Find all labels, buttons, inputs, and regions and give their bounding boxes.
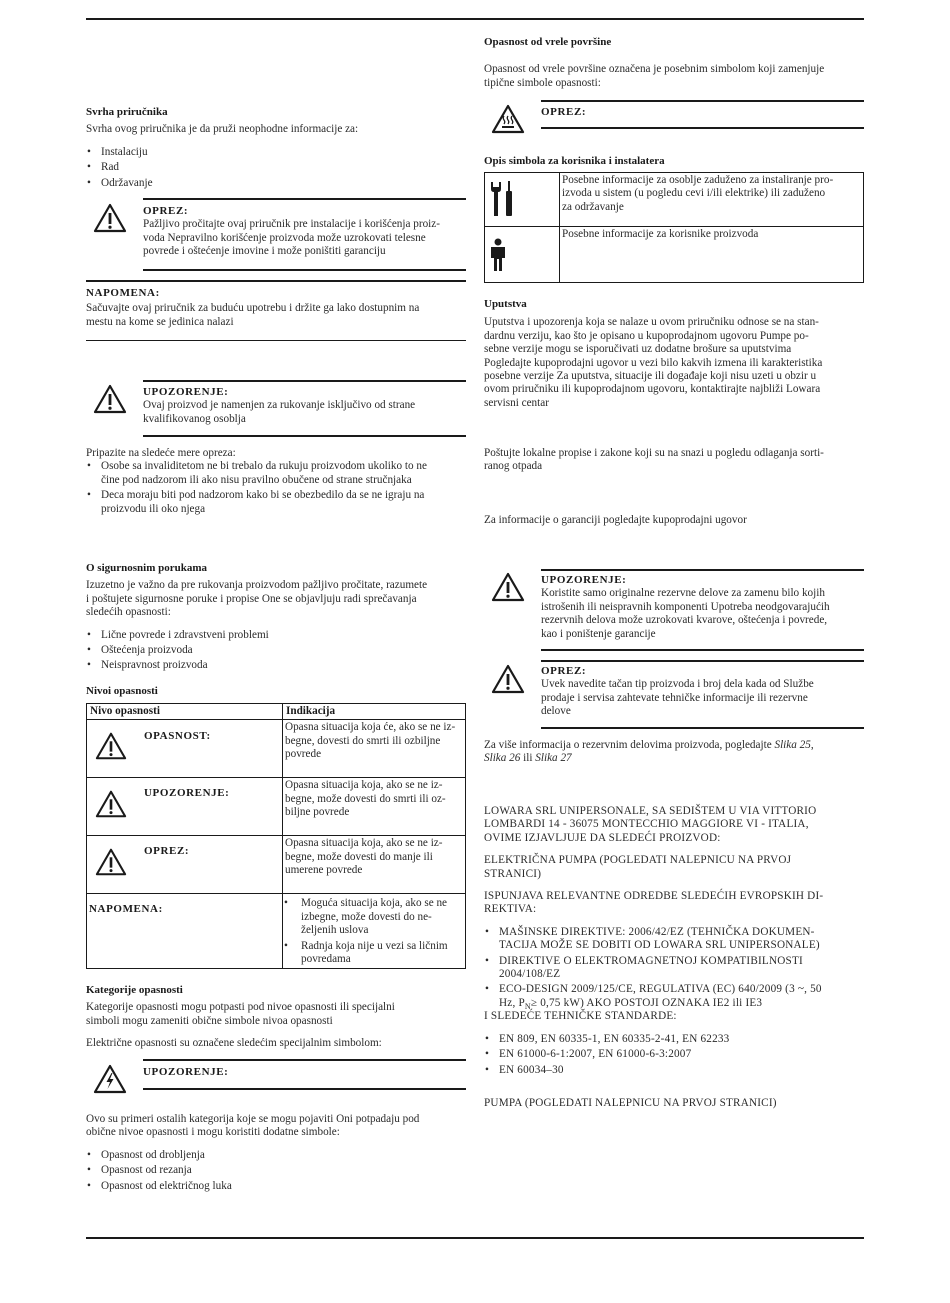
indication-cell bbox=[283, 720, 466, 778]
precautions-section bbox=[86, 447, 468, 516]
instructions-line: servisni centar bbox=[484, 396, 549, 409]
purpose-list bbox=[86, 146, 466, 190]
symbols-heading-wrap bbox=[484, 155, 665, 168]
hot-surface-line: Opasnost od vrele površine označena je posebnim simbolom koji zamenjuje bbox=[484, 63, 825, 76]
categories-heading: Kategorije opasnosti bbox=[86, 984, 183, 996]
electric-notice bbox=[143, 1066, 228, 1079]
safety-list bbox=[86, 629, 468, 673]
warning2-line: rezervnih delova može uzrokovati kvarove, oštećenja i povrede, bbox=[541, 614, 828, 627]
list-item-line: izbegne, može dovesti do ne- bbox=[301, 910, 432, 923]
list-item: • EN 61000-6-1:2007, EN 61000-6-3:2007 bbox=[484, 1048, 868, 1061]
symbol-desc-line: Posebne informacije za osoblje zaduženo za instaliranje pro- bbox=[562, 174, 834, 186]
table-header-cell bbox=[283, 704, 466, 720]
caution1-notice bbox=[143, 205, 468, 259]
caution1-line: voda Nepravilno korišćenje proizvoda može uzrokovati telesne bbox=[143, 231, 426, 244]
declaration-fulfils-line: ISPUNJAVA RELEVANTNE ODREDBE SLEDEĆIH EVROPSKIH DI- bbox=[484, 890, 824, 903]
list-item-line: Deca moraju biti pod nadzorom kako bi se obezbedilo da se ne igraju na bbox=[101, 489, 425, 502]
declaration-company-line: LOWARA SRL UNIPERSONALE, SA SEDIŠTEM U VIA VITTORIO bbox=[484, 805, 817, 817]
hazard-levels-table bbox=[86, 703, 466, 969]
hot-top-rule bbox=[541, 100, 864, 102]
declaration-product-line: ELEKTRIČNA PUMPA (POGLEDATI NALEPNICU NA PRVOJ bbox=[484, 854, 792, 867]
list-item-line: DIREKTIVE O ELEKTROMAGNETNOJ KOMPATIBILNOSTI bbox=[499, 954, 803, 967]
symbols-heading: Opis simbola za korisnika i instalatera bbox=[484, 155, 665, 167]
subscript-n: N bbox=[524, 1002, 531, 1012]
list-item: • EN 60034–30 bbox=[484, 1064, 868, 1077]
level-cell bbox=[87, 778, 283, 836]
list-item-line: TACIJA MOŽE SE DOBITI OD LOWARA SRL UNIPERSONALE) bbox=[499, 939, 820, 952]
list-item-line: željenih uslova bbox=[301, 924, 369, 937]
table-row bbox=[87, 778, 466, 836]
electric-bottom-rule bbox=[143, 1088, 466, 1090]
caution1-line: povrede i oštećenje imovine i može poništiti garanciju bbox=[143, 245, 386, 258]
list-item bbox=[86, 460, 468, 487]
list-item-line: čine pod nadzorom ili ako nisu pravilno obučene od strane stručnjaka bbox=[101, 473, 412, 486]
list-item: • Lične povrede i zdravstveni problemi bbox=[86, 629, 468, 642]
symbol-desc-line: izvoda u sistem (u pogledu cevi i/ili elektrike) ili zaduženo bbox=[562, 187, 826, 200]
spare-comma: , bbox=[810, 739, 814, 751]
warning-triangle-icon bbox=[95, 731, 127, 761]
indication-line: begne, dovesti do smrti ili ozbiljne bbox=[285, 734, 441, 747]
note1-notice bbox=[86, 287, 468, 329]
list-item: • Opasnost od drobljenja bbox=[86, 1149, 468, 1162]
note1-bottom-rule bbox=[86, 340, 466, 341]
safety-line: Izuzetno je važno da pre rukovanja proizvodom pažljivo pročitate, razumete bbox=[86, 579, 428, 592]
warning2-title: UPOZORENJE: bbox=[541, 574, 627, 586]
standards-list bbox=[484, 1033, 868, 1077]
warning-triangle-icon bbox=[95, 847, 127, 877]
note1-top-rule bbox=[86, 280, 466, 282]
levels-heading: Nivoi opasnosti bbox=[86, 684, 158, 697]
disposal-text bbox=[484, 447, 868, 474]
safety-line: i poštujete sigurnosne poruke i propise One se objavljuju radi sprečavanja bbox=[86, 592, 417, 605]
note1-line: mestu na kome se jedinica nalazi bbox=[86, 315, 234, 328]
standards-intro: I SLEDEĆE TEHNIČKE STANDARDE: bbox=[484, 1010, 677, 1023]
level-label: OPASNOST: bbox=[144, 730, 211, 743]
electric-intro: Električne opasnosti su označene sledećim specijalnim simbolom: bbox=[86, 1037, 382, 1050]
instructions-line: sebne verzije mogu se isporučivati uz dodatne brošure sa uputstvima bbox=[484, 343, 792, 356]
figure-ref-link[interactable]: Slika 27 bbox=[535, 752, 572, 765]
user-icon bbox=[489, 238, 507, 272]
electric-hazard-icon bbox=[93, 1064, 127, 1094]
instructions-heading: Uputstva bbox=[484, 298, 527, 310]
figure-ref-link[interactable]: Slika 25 bbox=[774, 739, 811, 751]
level-label: UPOZORENJE: bbox=[144, 787, 230, 800]
symbol-desc-cell bbox=[560, 173, 864, 227]
purpose-heading: Svrha priručnika bbox=[86, 106, 168, 118]
symbol-desc-line: za održavanje bbox=[562, 200, 624, 213]
list-item-line: Radnja koja nije u vezi sa ličnim bbox=[301, 939, 448, 952]
list-item bbox=[484, 926, 868, 953]
level-label: OPREZ: bbox=[144, 845, 190, 858]
categories-line: Kategorije opasnosti mogu potpasti pod nivoe opasnosti ili specijalni bbox=[86, 1001, 395, 1014]
table-header-cell bbox=[87, 704, 283, 720]
hot-surface-heading: Opasnost od vrele površine bbox=[484, 36, 612, 48]
list-item bbox=[86, 489, 468, 516]
instructions-line: posebne verzije Za uputstva, situacije ili događaje koji nisu uzeti u obzir u bbox=[484, 370, 817, 383]
list-item-line: Hz, P bbox=[499, 996, 525, 1009]
table-header-row bbox=[87, 704, 466, 720]
list-item: • Oštećenja proizvoda bbox=[86, 644, 468, 657]
warranty-text bbox=[484, 514, 868, 527]
indication-cell bbox=[283, 836, 466, 894]
list-item-line: MAŠINSKE DIREKTIVE: 2006/42/EZ (TEHNIČKA DOKUMEN- bbox=[499, 925, 815, 938]
warning1-title: UPOZORENJE: bbox=[143, 386, 229, 398]
spare-parts-text-1: Za više informacija o rezervnim delovima proizvoda, pogledajte bbox=[484, 739, 775, 751]
other-categories-list bbox=[86, 1149, 468, 1193]
purpose-section bbox=[86, 106, 466, 190]
table-row bbox=[87, 894, 466, 969]
warning1-bottom-rule bbox=[143, 435, 466, 437]
list-item: • Rad bbox=[86, 161, 466, 174]
symbol-cell bbox=[485, 173, 560, 227]
list-item bbox=[283, 940, 463, 967]
indication-line: Opasna situacija koja, ako se ne iz- bbox=[285, 837, 443, 850]
symbols-table bbox=[484, 172, 864, 283]
other-categories-line: Ovo su primeri ostalih kategorija koje se mogu pojaviti Oni potpadaju pod bbox=[86, 1113, 420, 1125]
indication-line: Opasna situacija koja, ako se ne iz- bbox=[285, 779, 443, 792]
caution1-bottom-rule bbox=[143, 269, 466, 271]
symbol-desc-cell bbox=[560, 227, 864, 283]
list-item bbox=[283, 897, 463, 937]
level-cell bbox=[87, 836, 283, 894]
list-item-line: Osobe sa invaliditetom ne bi trebalo da rukuju proizvodom ukoliko to ne bbox=[101, 460, 427, 473]
note1-title: NAPOMENA: bbox=[86, 287, 160, 299]
warranty-line: Za informacije o garanciji pogledajte kupoprodajni ugovor bbox=[484, 514, 747, 526]
instructions-section bbox=[484, 298, 868, 410]
caution2-title: OPREZ: bbox=[541, 665, 587, 677]
list-item-line: proizvodu ili oko njega bbox=[101, 502, 206, 515]
directives-list bbox=[484, 926, 868, 1010]
warning1-line: Ovaj proizvod je namenjen za rukovanje isključivo od strane bbox=[143, 399, 416, 412]
warning-triangle-icon bbox=[491, 664, 525, 694]
symbol-desc-line: Posebne informacije za korisnike proizvoda bbox=[562, 228, 759, 240]
warning1-line: kvalifikovanog osoblja bbox=[143, 412, 246, 425]
warning2-top-rule bbox=[541, 569, 864, 571]
tools-icon bbox=[488, 180, 516, 218]
warning-triangle-icon bbox=[93, 203, 127, 233]
hot-notice bbox=[541, 106, 586, 119]
caution2-notice bbox=[541, 665, 868, 719]
safety-heading: O sigurnosnim porukama bbox=[86, 562, 208, 574]
table-row bbox=[485, 227, 864, 283]
table-row bbox=[485, 173, 864, 227]
caution2-bottom-rule bbox=[541, 727, 864, 729]
purpose-intro: Svrha ovog priručnika je da pruži neophodne informacije za: bbox=[86, 123, 359, 136]
declaration-product-line: STRANICI) bbox=[484, 867, 542, 880]
hot-surface-section bbox=[484, 36, 866, 90]
warning2-notice bbox=[541, 574, 868, 641]
list-item-line: ≥ 0,75 kW) AKO POSTOJI OZNAKA IE2 ili IE3 bbox=[530, 996, 763, 1009]
warning1-top-rule bbox=[143, 380, 466, 382]
figure-ref-link[interactable]: Slika 26 bbox=[484, 752, 521, 765]
instructions-line: Pogledajte kupoprodajni ugovor u vezi bilo kakvih izmena ili karakteristika bbox=[484, 356, 823, 369]
indication-line: umerene povrede bbox=[285, 864, 363, 877]
caution1-top-rule bbox=[143, 198, 466, 200]
list-item: • Instalaciju bbox=[86, 146, 466, 159]
declaration-fulfils-line: REKTIVA: bbox=[484, 903, 537, 916]
level-cell bbox=[87, 894, 283, 969]
hot-surface-line: tipične simbole opasnosti: bbox=[484, 76, 601, 89]
hot-surface-icon bbox=[491, 104, 525, 134]
caution2-top-rule bbox=[541, 660, 864, 662]
spare-parts-text bbox=[484, 739, 868, 766]
warning2-line: kao i poništenje garancije bbox=[541, 627, 656, 640]
header-indication: Indikacija bbox=[286, 705, 336, 717]
warning-triangle-icon bbox=[95, 789, 127, 819]
table-row bbox=[87, 836, 466, 894]
spare-parts-line bbox=[484, 739, 868, 752]
precautions-intro: Pripazite na sledeće mere opreza: bbox=[86, 447, 236, 459]
disposal-line: ranog otpada bbox=[484, 460, 543, 473]
electric-notice-title: UPOZORENJE: bbox=[143, 1066, 229, 1078]
categories-line: simboli mogu zameniti obične simbole nivoa opasnosti bbox=[86, 1014, 333, 1027]
warning2-line: Koristite samo originalne rezervne delove za zamenu bilo kojih bbox=[541, 587, 825, 600]
warning2-bottom-rule bbox=[541, 649, 864, 651]
declaration-company-line: OVIME IZJAVLJUJE DA SLEDEĆI PROIZVOD: bbox=[484, 831, 721, 844]
hot-bottom-rule bbox=[541, 127, 864, 129]
list-item-line: ECO-DESIGN 2009/125/CE, REGULATIVA (EC) 640/2009 (3 ~, 50 bbox=[499, 983, 822, 996]
note1-line: Sačuvajte ovaj priručnik za buduću upotrebu i držite ga lako dostupnim na bbox=[86, 302, 420, 315]
instructions-line: Uputstva i upozorenja koja se nalaze u ovom priručniku odnose se na stan- bbox=[484, 316, 819, 329]
list-item: • Održavanje bbox=[86, 177, 466, 190]
caution2-line: delove bbox=[541, 705, 571, 718]
list-item: • Opasnost od rezanja bbox=[86, 1164, 468, 1177]
note-indication-list bbox=[283, 897, 463, 966]
list-item-line: Moguća situacija koja, ako se ne bbox=[301, 897, 448, 910]
spare-ili: ili bbox=[520, 752, 536, 765]
level-label: NAPOMENA: bbox=[89, 903, 163, 916]
list-item: • Opasnost od električnog luka bbox=[86, 1180, 468, 1193]
indication-line: begne, može dovesti do manje ili bbox=[285, 850, 433, 863]
precautions-list bbox=[86, 460, 468, 516]
disposal-line: Poštujte lokalne propise i zakone koji su na snazi u pogledu odlaganja sorti- bbox=[484, 447, 824, 459]
warning-triangle-icon bbox=[491, 572, 525, 602]
hot-notice-title: OPREZ: bbox=[541, 106, 587, 118]
other-categories-line: obične nivoe opasnosti i mogu koristiti dodatne simbole: bbox=[86, 1126, 340, 1139]
warning-triangle-icon bbox=[93, 384, 127, 414]
top-rule bbox=[86, 18, 864, 20]
categories-section bbox=[86, 984, 468, 1051]
list-item bbox=[484, 955, 868, 982]
instructions-line: ovom priručniku ili kupoprodajnom ugovoru, kontaktirajte najbliži Lowara bbox=[484, 383, 821, 396]
declaration-company-line: LOMBARDI 14 - 36075 MONTECCHIO MAGGIORE VI - ITALIA, bbox=[484, 818, 809, 831]
indication-line: begne, može dovesti do smrti ili oz- bbox=[285, 792, 446, 805]
list-item: • Neispravnost proizvoda bbox=[86, 659, 468, 672]
indication-line: biljne povrede bbox=[285, 806, 350, 819]
indication-line: povrede bbox=[285, 748, 322, 761]
instructions-line: dardnu verziju, kao što je opisano u kupoprodajnom ugovoru Pumpe po- bbox=[484, 329, 809, 342]
electric-top-rule bbox=[143, 1059, 466, 1061]
safety-section bbox=[86, 562, 468, 698]
caution1-line: Pažljivo pročitajte ovaj priručnik pre instalacije i korišćenja proiz- bbox=[143, 218, 440, 231]
warning2-line: istrošenih ili neispravnih komponenti Upotreba neodgovarajućih bbox=[541, 600, 830, 613]
table-row bbox=[87, 720, 466, 778]
indication-cell bbox=[283, 894, 466, 969]
symbol-cell bbox=[485, 227, 560, 283]
other-categories bbox=[86, 1113, 468, 1193]
caution2-line: prodaje i servisa zahtevate tehničke informacije ili rezervne bbox=[541, 691, 808, 704]
list-item-line: 2004/108/EZ bbox=[499, 968, 561, 981]
header-level: Nivo opasnosti bbox=[90, 705, 160, 717]
list-item-line: povredama bbox=[301, 953, 351, 966]
safety-line: sledećih opasnosti: bbox=[86, 606, 171, 619]
spare-parts-line bbox=[484, 752, 868, 765]
bottom-rule bbox=[86, 1237, 864, 1239]
declaration-section bbox=[484, 805, 868, 1110]
caution1-title: OPREZ: bbox=[143, 205, 189, 217]
indication-line: Opasna situacija koja će, ako se ne iz- bbox=[285, 721, 456, 734]
indication-cell bbox=[283, 778, 466, 836]
caution2-line: Uvek navedite tačan tip proizvoda i broj dela kada od Službe bbox=[541, 678, 814, 691]
list-item: • EN 809, EN 60335-1, EN 60335-2-41, EN 62233 bbox=[484, 1033, 868, 1046]
level-cell bbox=[87, 720, 283, 778]
warning1-notice bbox=[143, 386, 468, 426]
list-item bbox=[484, 983, 868, 1010]
pump-line: PUMPA (POGLEDATI NALEPNICU NA PRVOJ STRANICI) bbox=[484, 1096, 777, 1109]
